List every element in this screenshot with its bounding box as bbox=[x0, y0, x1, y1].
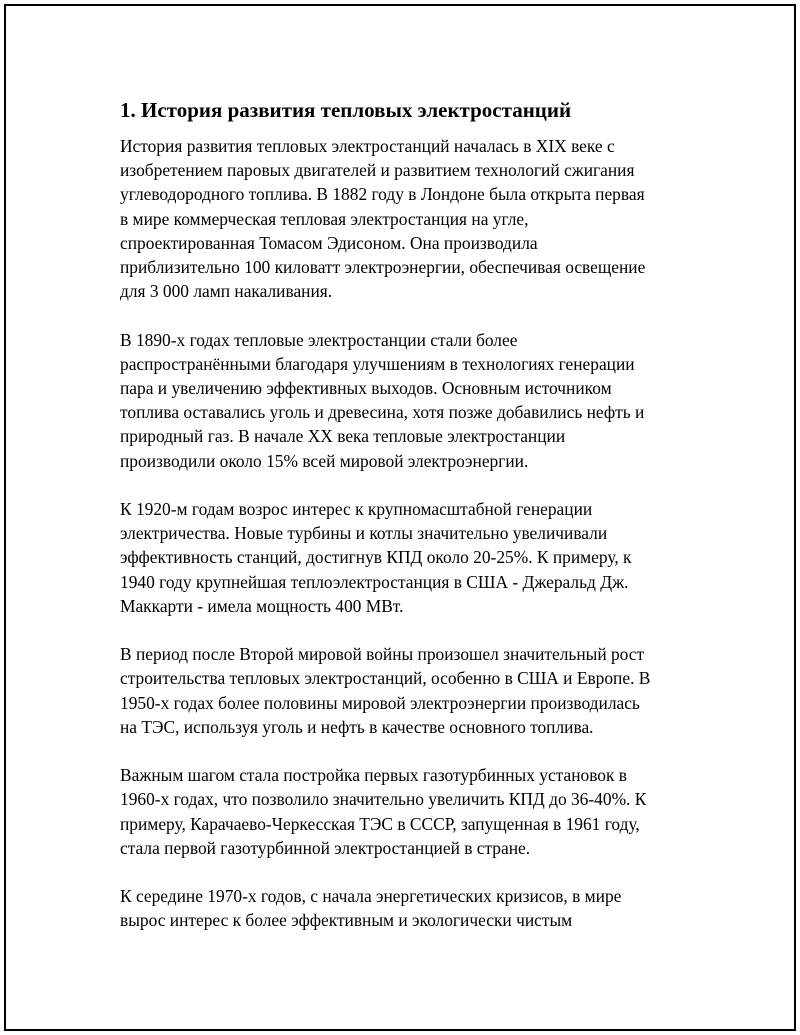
paragraph-line: распространёнными благодаря улучшениям в технологиях генерации bbox=[120, 353, 635, 374]
page-border bbox=[4, 4, 796, 1031]
paragraph-line: К 1920-м годам возрос интерес к крупномасштабной генерации bbox=[120, 499, 593, 520]
paragraph-line: В 1890-х годах тепловые электростанции стали более bbox=[120, 329, 518, 350]
paragraph-1 bbox=[120, 134, 692, 303]
paragraph-line: строительства тепловых электростанций, особенно в США и Европе. В bbox=[120, 668, 651, 689]
section-heading: 1. История развития тепловых электростанций bbox=[120, 98, 572, 122]
paragraph-line: 1960-х годах, что позволило значительно увеличить КПД до 36-40%. К bbox=[120, 789, 647, 810]
paragraph-line: стала первой газотурбинной электростанцией в стране. bbox=[120, 837, 531, 858]
paragraph-line: вырос интерес к более эффективным и экологически чистым bbox=[120, 910, 573, 931]
paragraph-line: производили около 15% всей мировой электроэнергии. bbox=[120, 450, 529, 471]
paragraph-line: История развития тепловых электростанций началась в XIX веке с bbox=[120, 136, 615, 156]
paragraph-line: Маккарти - имела мощность 400 МВт. bbox=[120, 595, 404, 616]
paragraph-line: приблизительно 100 киловатт электроэнергии, обеспечивая освещение bbox=[120, 257, 646, 278]
paragraph-4 bbox=[120, 642, 692, 739]
paragraph-2 bbox=[120, 328, 692, 473]
paragraph-line: природный газ. В начале XX века тепловые электростанции bbox=[120, 426, 566, 447]
paragraph-5 bbox=[120, 763, 692, 860]
paragraph-line: электричества. Новые турбины и котлы значительно увеличивали bbox=[120, 523, 608, 544]
paragraph-line: эффективность станций, достигнув КПД около 20-25%. К примеру, к bbox=[120, 547, 632, 568]
paragraph-line: для 3 000 ламп накаливания. bbox=[120, 281, 333, 302]
paragraph-line: топлива оставались уголь и древесина, хотя позже добавились нефть и bbox=[120, 402, 645, 423]
document-body bbox=[120, 96, 692, 957]
paragraph-3 bbox=[120, 497, 692, 618]
paragraph-6 bbox=[120, 884, 692, 932]
paragraph-line: Важным шагом стала постройка первых газотурбинных установок в bbox=[120, 765, 628, 786]
paragraph-line: в мире коммерческая тепловая электростанция на угле, bbox=[120, 208, 529, 229]
paragraph-line: 1950-х годах более половины мировой электроэнергии производилась bbox=[120, 692, 640, 713]
paragraph-line: В период после Второй мировой войны произошел значительный рост bbox=[120, 644, 645, 665]
paragraph-line: 1940 году крупнейшая теплоэлектростанция в США - Джеральд Дж. bbox=[120, 571, 629, 592]
paragraph-line: углеводородного топлива. В 1882 году в Лондоне была открыта первая bbox=[120, 184, 645, 205]
paragraph-line: на ТЭС, используя уголь и нефть в качестве основного топлива. bbox=[120, 716, 594, 737]
paragraph-line: примеру, Карачаево-Черкесская ТЭС в СССР, запущенная в 1961 году, bbox=[120, 813, 640, 834]
paragraph-line: К середине 1970-х годов, с начала энергетических кризисов, в мире bbox=[120, 886, 622, 907]
paragraph-line: спроектированная Томасом Эдисоном. Она производила bbox=[120, 232, 538, 253]
paragraph-line: изобретением паровых двигателей и развитием технологий сжигания bbox=[120, 160, 635, 181]
paragraph-line: пара и увеличению эффективных выходов. Основным источником bbox=[120, 378, 612, 399]
